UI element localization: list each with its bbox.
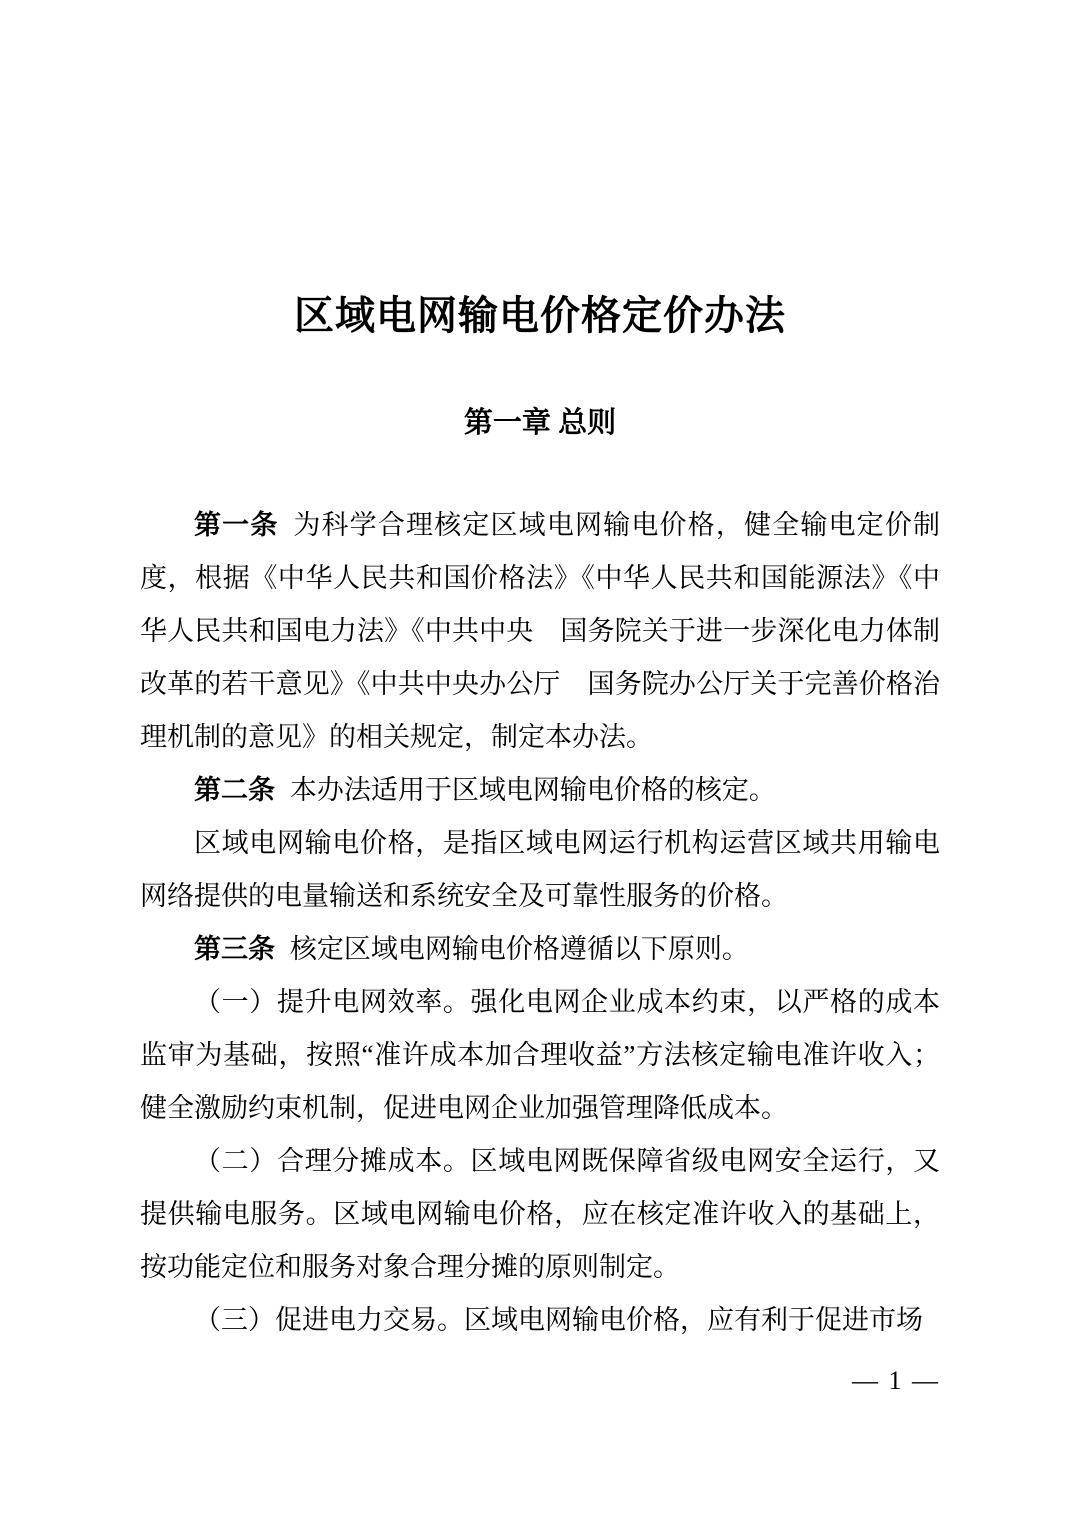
paragraph-text: （三）促进电力交易。区域电网输电价格，应有利于促进市场 [194,1304,923,1335]
paragraph-text: 核定区域电网输电价格遵循以下原则。 [289,933,749,964]
page-number: — 1 — [852,1366,940,1395]
paragraph-text: （一）提升电网效率。强化电网企业成本约束，以严格的成本监审为基础，按照“准许成本加合理收益”方法核定输电准许收入；健全激励约束机制，促进电网企业加强管理降低成本。 [140,986,940,1123]
paragraph-text: 区域电网输电价格，是指区域电网运行机构运营区域共用输电网络提供的电量输送和系统安全及可靠性服务的价格。 [140,827,940,911]
paragraph [140,817,940,923]
paragraph [140,1135,940,1294]
article-lead: 第一条 [194,509,279,540]
paragraph [140,976,940,1135]
paragraph [140,499,940,764]
paragraph [140,1294,940,1347]
chapter-heading: 第一章 总则 [463,407,617,439]
paragraph-text: 为科学合理核定区域电网输电价格，健全输电定价制度，根据《中华人民共和国价格法》《中华人民共和国能源法》《中华人民共和国电力法》《中共中央 国务院关于进一步深化电力体制改革的若干意见》《中共中央办公厅 国务院办公厅关于完善价格治理机制的意见》的相关规定，制定本办法。 [140,509,941,752]
paragraph-text: 本办法适用于区域电网输电价格的核定。 [289,774,776,805]
paragraph [140,923,940,976]
article-lead: 第三条 [194,933,275,964]
paragraph-text: （二）合理分摊成本。区域电网既保障省级电网安全运行，又提供输电服务。区域电网输电价格，应在核定准许收入的基础上，按功能定位和服务对象合理分摊的原则制定。 [140,1145,940,1282]
article-lead: 第二条 [194,774,275,805]
document-body [140,499,940,1347]
document-title: 区域电网输电价格定价办法 [294,293,786,338]
paragraph [140,764,940,817]
